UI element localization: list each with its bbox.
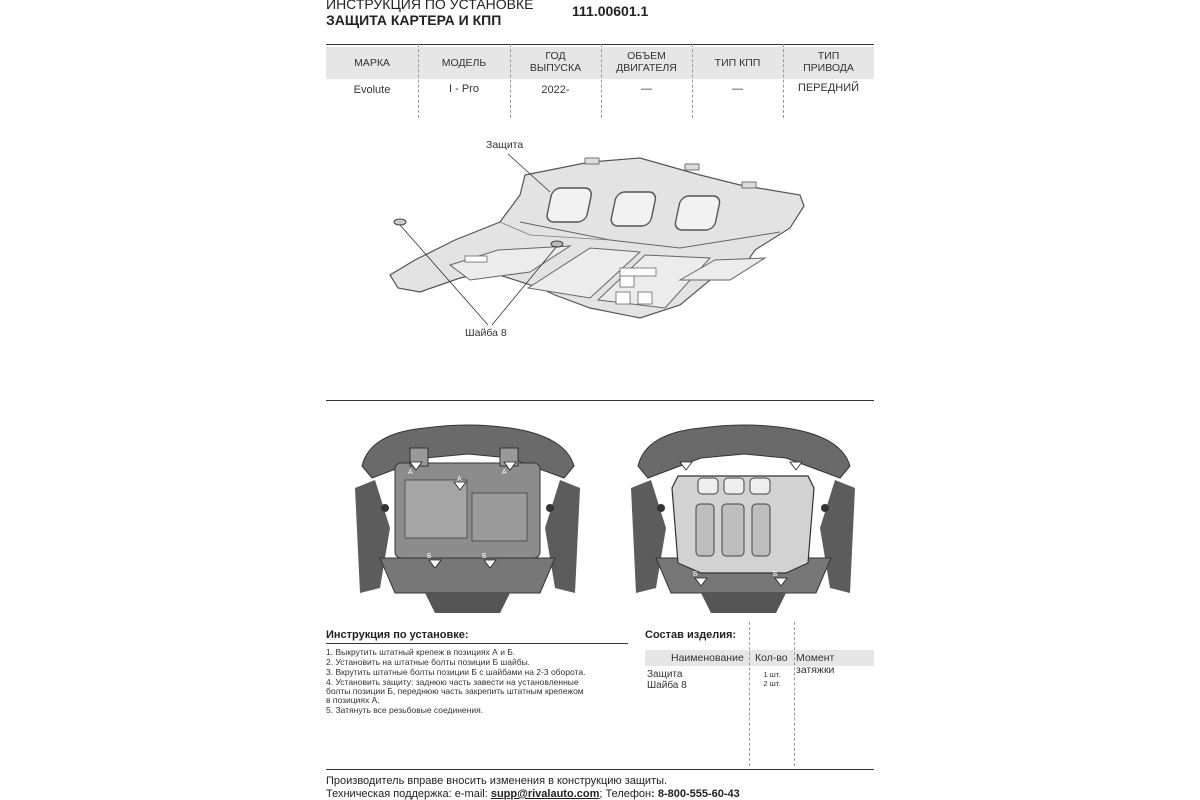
value-make: Evolute <box>353 84 391 96</box>
footer-rule <box>326 769 874 770</box>
instruction-step: 3. Вкрутить штатные болты позиции Б с шайбами на 2-3 оборота. <box>326 667 586 677</box>
footer-notice: Производитель вправе вносить изменения в конструкцию защиты. <box>326 775 668 787</box>
item-name: Шайба 8 <box>647 680 687 691</box>
underbody-after-view <box>626 418 860 616</box>
col-header-engine-l1: ОБЪЕМ <box>627 50 666 62</box>
spec-divider <box>601 44 602 118</box>
composition-divider <box>794 622 795 766</box>
value-engine: — <box>641 83 652 95</box>
value-year: 2022- <box>541 84 570 96</box>
doc-title-line1: ИНСТРУКЦИЯ ПО УСТАНОВКЕ <box>326 0 534 12</box>
value-drive: ПЕРЕДНИЙ <box>797 82 860 94</box>
marker-b: Б <box>482 553 487 560</box>
marker-b: Б <box>773 571 778 578</box>
composition-title: Состав изделия: <box>645 629 737 641</box>
instruction-step: 5. Затянуть все резьбовые соединения. <box>326 705 484 715</box>
spec-divider <box>418 44 419 118</box>
marker-b: Б <box>693 571 698 578</box>
marker-a: А <box>457 476 462 483</box>
instruction-step: в позициях А. <box>326 695 380 705</box>
marker-a: А <box>676 469 681 476</box>
marker-a: А <box>502 469 507 476</box>
item-qty: 2 шт. <box>763 679 781 688</box>
marker-a: А <box>788 469 793 476</box>
value-model: I - Pro <box>449 83 479 95</box>
product-code: 111.00601.1 <box>572 3 649 19</box>
support-email-link[interactable]: supp@rivalauto.com <box>490 788 600 800</box>
spec-divider <box>692 44 693 118</box>
col-header-model: МОДЕЛЬ <box>441 57 487 69</box>
value-gearbox: — <box>732 83 743 95</box>
col-header-make: МАРКА <box>354 57 390 69</box>
instruction-step: 4. Установить защиту: заднюю часть завести на установленные <box>326 677 579 687</box>
spec-table-top-rule <box>326 44 874 45</box>
doc-title-line2: ЗАЩИТА КАРТЕРА И КПП <box>326 12 502 28</box>
instructions-title: Инструкция по установке: <box>326 629 469 641</box>
col-header-engine-l2: ДВИГАТЕЛЯ <box>616 62 677 74</box>
instruction-step: 1. Выкрутить штатный крепеж в позициях А и Б. <box>326 647 516 657</box>
support-label: Техническая поддержка: e-mail: <box>326 788 491 800</box>
col-header-qty: Кол-во <box>755 652 788 664</box>
item-qty: 1 шт. <box>763 670 781 679</box>
support-phone: : 8-800-555-60-43 <box>651 788 740 800</box>
phone-label: ; Телефон <box>599 788 652 800</box>
footer-support <box>326 788 740 800</box>
item-name: Защита <box>647 669 683 680</box>
marker-a: А <box>408 469 413 476</box>
col-header-year-l2: ВЫПУСКА <box>529 62 582 74</box>
col-header-torque: Момент затяжки <box>796 652 835 676</box>
col-header-year-l1: ГОД <box>545 50 566 62</box>
instructions-rule <box>326 643 628 644</box>
spec-table-header <box>326 47 874 79</box>
section-separator <box>326 400 874 401</box>
callout-shield: Защита <box>486 139 524 151</box>
col-header-year <box>510 50 601 74</box>
spec-divider <box>783 44 784 118</box>
composition-divider <box>749 622 750 766</box>
col-header-drive-l1: ТИП <box>817 50 840 62</box>
col-header-name: Наименование <box>671 652 744 664</box>
skid-plate-illustration <box>380 140 820 350</box>
underbody-before-view <box>350 418 585 616</box>
callout-washer: Шайба 8 <box>465 327 507 339</box>
col-header-drive <box>783 50 874 74</box>
col-header-drive-l2: ПРИВОДА <box>803 62 854 74</box>
marker-b: Б <box>427 553 432 560</box>
col-header-gearbox: ТИП КПП <box>714 57 761 69</box>
col-header-engine <box>601 50 692 74</box>
instruction-step: болты позиции Б, переднюю часть закрепить штатным крепежом <box>326 686 584 696</box>
instruction-step: 2. Установить на штатные болты позиции Б шайбы. <box>326 657 531 667</box>
spec-divider <box>510 44 511 118</box>
